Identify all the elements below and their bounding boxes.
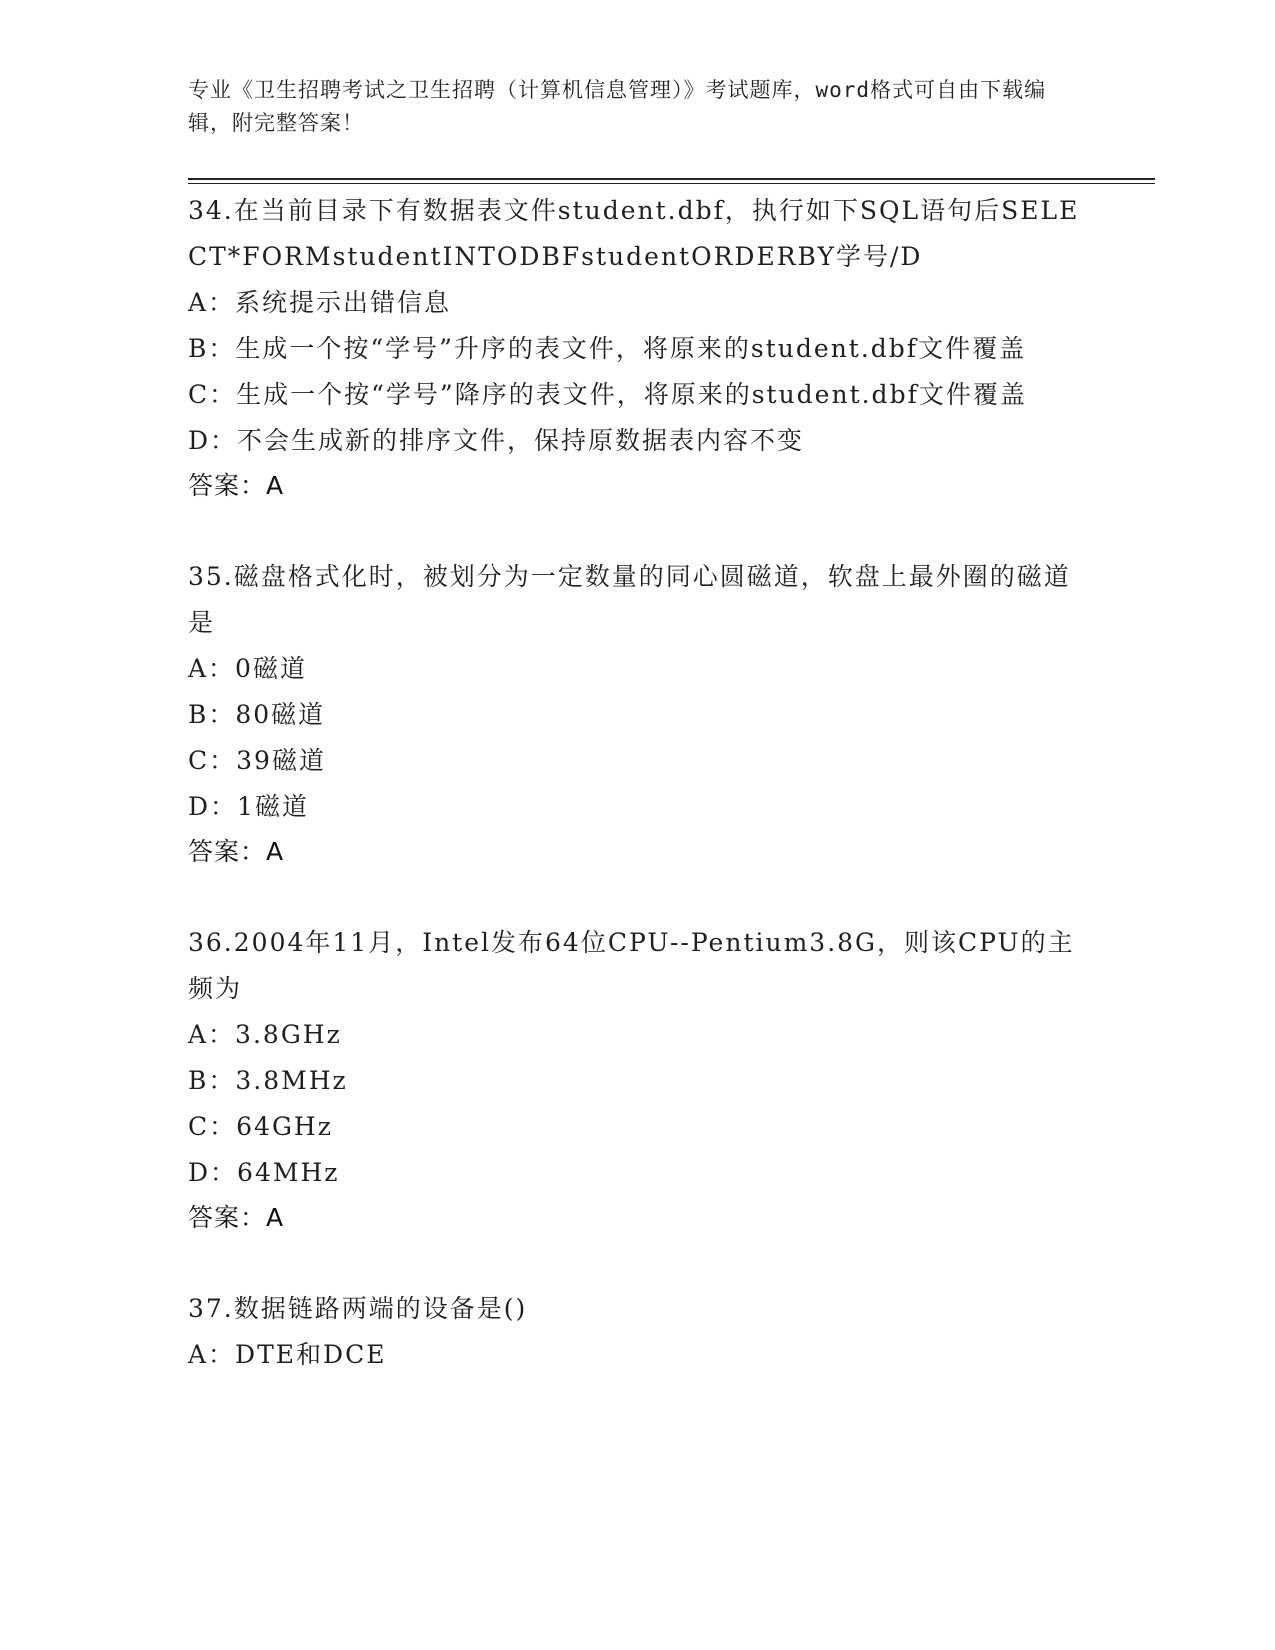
option-d: D：不会生成新的排序文件，保持原数据表内容不变 [188,426,805,455]
option-b: B：3.8MHz [188,1066,348,1095]
document-intro: 专业《卫生招聘考试之卫生招聘（计算机信息管理）》考试题库，word格式可自由下载编辑，附完整答案！ [188,78,1047,135]
option-a: A：0磁道 [188,654,307,683]
question-list [188,188,1088,1378]
answer-line: 答案：A [188,471,285,500]
option-c: C：64GHz [188,1112,333,1141]
question-stem: 37.数据链路两端的设备是() [188,1294,528,1323]
header-divider-thin [188,183,1155,184]
question-34 [188,188,1088,508]
question-stem: 36.2004年11月，Intel发布64位CPU--Pentium3.8G，则该CPU的主频为 [188,928,1075,1003]
answer-line: 答案：A [188,837,285,866]
option-c: C：39磁道 [188,746,326,775]
header-divider-thick [188,178,1155,180]
option-b: B：80磁道 [188,700,326,729]
answer-line: 答案：A [188,1203,285,1232]
option-a: A：3.8GHz [188,1020,342,1049]
option-d: D：64MHz [188,1158,340,1187]
question-stem: 34.在当前目录下有数据表文件student.dbf，执行如下SQL语句后SELECT*FORMstudentINTODBFstudentORDERBY学号/D [188,196,1080,271]
option-b: B：生成一个按“学号”升序的表文件，将原来的student.dbf文件覆盖 [188,334,1027,363]
option-a: A：系统提示出错信息 [188,288,452,317]
question-36 [188,920,1088,1240]
option-c: C：生成一个按“学号”降序的表文件，将原来的student.dbf文件覆盖 [188,380,1027,409]
question-stem: 35.磁盘格式化时，被划分为一定数量的同心圆磁道，软盘上最外圈的磁道是 [188,562,1071,637]
question-37 [188,1286,1088,1378]
question-35 [188,554,1088,874]
option-a: A：DTE和DCE [188,1340,387,1369]
option-d: D：1磁道 [188,792,309,821]
